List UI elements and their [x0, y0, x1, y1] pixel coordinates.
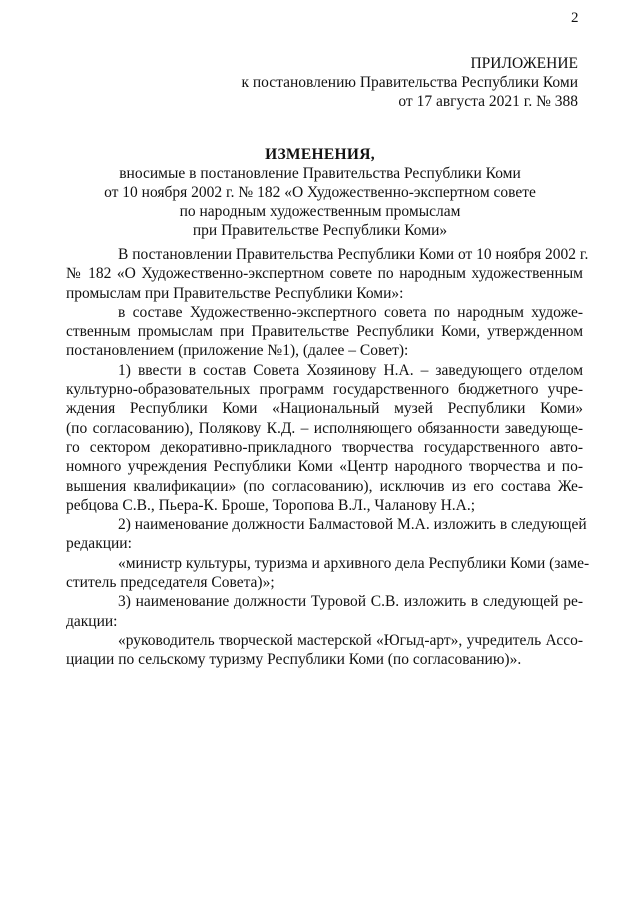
body-line: ститель председателя Совета)»; — [66, 574, 275, 592]
body-line: ребцова С.В., Пьера-К. Броше, Торопова В.Л., Чаланову Н.А.; — [66, 496, 476, 514]
body-line: 2) наименование должности Балмастовой М.А. изложить в следующей — [118, 516, 587, 534]
body-line: культурно-образовательных программ государственного бюджетного учре- — [66, 381, 583, 399]
body-line: вышения квалификации» (по согласованию), исключив из его состава Же- — [66, 477, 583, 495]
body-line: промыслам при Правительстве Республики Коми»: — [66, 284, 404, 302]
body-line: № 182 «О Художественно-экспертном совете по народным художественным — [66, 265, 583, 283]
body-line: «руководитель творческой мастерской «Югыд-арт», учредитель Ассо- — [118, 631, 583, 649]
body-line: ственным промыслам при Правительстве Республики Коми, утвержденном — [66, 323, 583, 341]
body-line: ждения Республики Коми «Национальный музей Республики Коми» — [66, 400, 583, 418]
document-body — [66, 245, 590, 670]
body-line: 1) ввести в состав Совета Хозяинову Н.А. – заведующего отделом — [118, 361, 583, 379]
page-number: 2 — [571, 10, 579, 26]
appendix-resolution-reference: к постановлению Правительства Республики Коми — [241, 74, 578, 91]
body-line: го сектором декоративно-прикладного творчества государственного авто- — [66, 438, 583, 456]
body-line: циации по сельскому туризму Республики Коми (по согласованию)». — [66, 651, 522, 669]
heading-line-1: вносимые в постановление Правительства Республики Коми — [119, 165, 521, 182]
body-line: 3) наименование должности Туровой С.В. изложить в следующей ре- — [118, 593, 583, 611]
body-line: постановлением (приложение №1), (далее – Совет): — [66, 342, 409, 360]
body-line: «министр культуры, туризма и архивного дела Республики Коми (заме- — [118, 554, 590, 572]
heading-title: ИЗМЕНЕНИЯ, — [265, 146, 375, 163]
heading-line-2: от 10 ноября 2002 г. № 182 «О Художественно-экспертном совете — [104, 184, 536, 201]
body-line: в составе Художественно-экспертного совета по народным художе- — [118, 303, 583, 321]
body-line: дакции: — [66, 612, 118, 630]
appendix-date-number: от 17 августа 2021 г. № 388 — [398, 93, 578, 110]
document-heading — [0, 145, 640, 240]
heading-line-3: по народным художественным промыслам — [179, 203, 461, 220]
appendix-title: ПРИЛОЖЕНИЕ — [470, 55, 578, 72]
appendix-block — [241, 54, 578, 111]
body-line: В постановлении Правительства Республики Коми от 10 ноября 2002 г. — [118, 246, 589, 263]
heading-line-4: при Правительстве Республики Коми» — [192, 222, 448, 239]
body-line: (по согласованию), Полякову К.Д. – исполняющего обязанности заведующе- — [66, 419, 583, 437]
body-line: редакции: — [66, 535, 132, 553]
body-line: номного учреждения Республики Коми «Центр народного творчества и по- — [66, 458, 583, 476]
